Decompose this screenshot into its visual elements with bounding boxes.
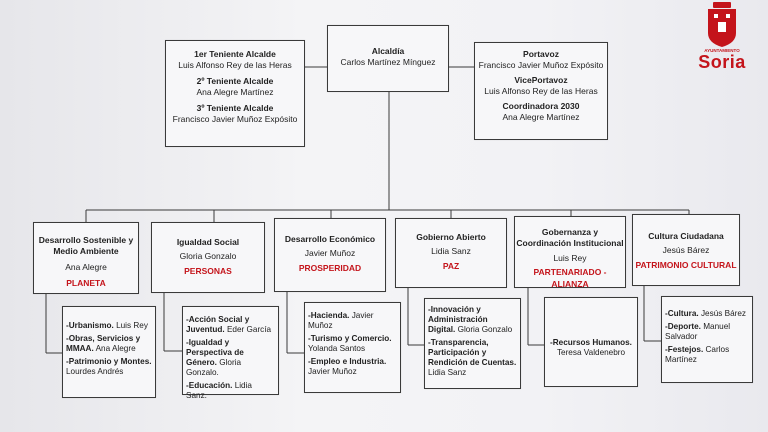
coordinadora-name: Ana Alegre Martínez bbox=[502, 112, 580, 123]
sub-box-planeta bbox=[62, 306, 156, 398]
area-name: Gloria Gonzalo bbox=[179, 251, 237, 262]
area-box-paz bbox=[395, 218, 507, 288]
area-box-partenariado bbox=[514, 216, 626, 288]
area-tag: PAZ bbox=[442, 260, 460, 271]
area-box-prosperidad bbox=[274, 218, 386, 292]
list-item: -Cultura. Jesús Bárez bbox=[665, 309, 747, 318]
coordinadora-title: Coordinadora 2030 bbox=[502, 100, 580, 111]
portavoz-name: Francisco Javier Muñoz Expósito bbox=[478, 60, 604, 71]
teniente-1-title: 1er Teniente Alcalde bbox=[194, 49, 276, 59]
list-item: -Turismo y Comercio. Yolanda Santos bbox=[308, 334, 392, 353]
area-name: Lidia Sanz bbox=[431, 246, 471, 257]
alcaldia-box bbox=[327, 25, 449, 92]
teniente-2-title: 2º Teniente Alcalde bbox=[196, 75, 274, 86]
viceportavoz-title: VicePortavoz bbox=[514, 74, 568, 85]
teniente-3-title: 3º Teniente Alcalde bbox=[196, 102, 274, 113]
portavoz-box bbox=[474, 42, 608, 140]
area-name: Luis Rey bbox=[553, 252, 587, 263]
sub-box-patrimonio bbox=[661, 296, 753, 383]
area-title: Desarrollo Económico bbox=[284, 234, 376, 244]
list-item: -Acción Social y Juventud. Eder García bbox=[186, 315, 272, 334]
logo-small-text: AYUNTAMIENTO bbox=[704, 48, 740, 53]
list-item: -Transparencia, Participación y Rendición de Cuentas. Lidia Sanz bbox=[428, 338, 517, 377]
sub-box-partenariado bbox=[544, 297, 638, 387]
list-item: -Innovación y Administración Digital. Gloria Gonzalo bbox=[428, 305, 513, 334]
list-item: -Hacienda. Javier Muñoz bbox=[308, 311, 374, 330]
alcaldia-title: Alcaldía bbox=[371, 46, 405, 56]
area-title: Cultura Ciudadana bbox=[648, 231, 724, 241]
teniente-1-name: Luis Alfonso Rey de las Heras bbox=[178, 60, 292, 71]
viceportavoz-name: Luis Alfonso Rey de las Heras bbox=[484, 86, 598, 97]
area-tag: PATRIMONIO CULTURAL bbox=[635, 259, 737, 270]
area-title: Desarrollo Sostenible y Medio Ambiente bbox=[38, 235, 134, 257]
area-tag: PLANETA bbox=[66, 278, 106, 289]
area-title: Gobierno Abierto bbox=[416, 232, 486, 242]
list-item: -Urbanismo. Luis Rey bbox=[66, 321, 148, 330]
tenientes-box bbox=[165, 40, 305, 147]
area-tag: PROSPERIDAD bbox=[298, 262, 362, 273]
list-item: -Igualdad y Perspectiva de Género. Gloria Gonzalo. bbox=[186, 338, 244, 377]
portavoz-title: Portavoz bbox=[523, 49, 559, 59]
list-item: -Patrimonio y Montes. Lourdes Andrés bbox=[66, 357, 152, 376]
area-name: Ana Alegre bbox=[65, 261, 107, 272]
area-name: Jesús Bárez bbox=[662, 245, 710, 256]
teniente-2-name: Ana Alegre Martínez bbox=[196, 87, 274, 98]
sub-box-paz bbox=[424, 298, 521, 389]
logo-name: Soria bbox=[698, 52, 746, 72]
alcaldia-name: Carlos Martínez Mínguez bbox=[340, 57, 436, 68]
area-title: Igualdad Social bbox=[176, 237, 240, 247]
sub-box-prosperidad bbox=[304, 302, 401, 393]
sub-box-personas bbox=[182, 306, 279, 400]
teniente-3-name: Francisco Javier Muñoz Expósito bbox=[172, 114, 298, 125]
list-item: -Educación. Lidia Sanz. bbox=[186, 381, 252, 400]
list-item: -Empleo e Industria. Javier Muñoz bbox=[308, 357, 387, 376]
soria-logo bbox=[684, 0, 760, 74]
area-tag: PERSONAS bbox=[184, 265, 232, 276]
area-box-planeta bbox=[33, 222, 139, 294]
area-box-personas bbox=[151, 222, 265, 293]
list-item: -Obras, Servicios y MMAA. Ana Alegre bbox=[66, 334, 141, 353]
list-item: -Deporte. Manuel Salvador bbox=[665, 322, 731, 341]
area-title: Gobernanza y Coordinación Institucional bbox=[516, 227, 624, 249]
list-item: -Festejos. Carlos Martínez bbox=[665, 345, 730, 364]
area-box-patrimonio bbox=[632, 214, 740, 286]
area-tag: PARTENARIADO - ALIANZA bbox=[533, 267, 607, 289]
list-item: -Recursos Humanos. Teresa Valdenebro bbox=[550, 338, 632, 357]
area-name: Javier Muñoz bbox=[304, 248, 356, 259]
